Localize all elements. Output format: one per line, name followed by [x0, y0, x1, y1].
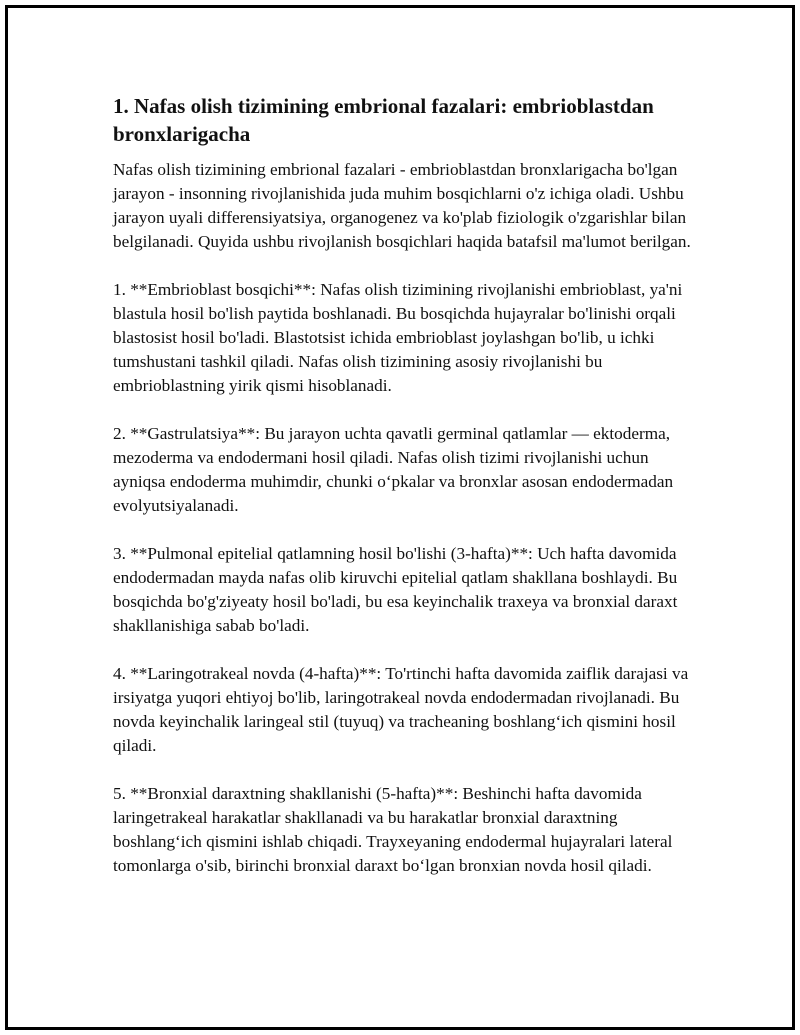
section-pulmonal-epitelial-paragraph: 3. **Pulmonal epitelial qatlamning hosil bo'lishi (3-hafta)**: Uch hafta davomida endodermadan mayda nafas olib kiruvchi epitelial qatlam shakllana boshlaydi. Bu bosqichda bo'g'ziyeaty hosil bo'ladi, bu esa keyinchalik traxeya va bronxial daraxt shakllanishiga sabab bo'ladi. — [113, 544, 678, 635]
document-title: 1. Nafas olish tizimining embrional fazalari: embrioblastdan bronxlarigacha — [113, 94, 654, 146]
section-bronxial-daraxt-paragraph: 5. **Bronxial daraxtning shakllanishi (5-hafta)**: Beshinchi hafta davomida laringetrakeal harakatlar shakllanadi va bu harakatlar bronxial daraxtning boshlang‘ich qismini ishlab chiqadi. Trayxeyaning endodermal hujayralari lateral tomonlarga o'sib, birinchi bronxial daraxt bo‘lgan bronxian novda hosil qiladi. — [113, 784, 673, 875]
document-body — [113, 92, 693, 902]
intro-paragraph: Nafas olish tizimining embrional fazalari - embrioblastdan bronxlarigacha bo'lgan jarayon - insonning rivojlanishida juda muhim bosqichlarni o'z ichiga oladi. Ushbu jarayon uyali differensiyatsiya, organogenez va ko'plab fiziologik o'zgarishlar bilan belgilanadi. Quyida ushbu rivojlanish bosqichlari haqida batafsil ma'lumot berilgan. — [113, 160, 691, 251]
section-embrioblast-paragraph: 1. **Embrioblast bosqichi**: Nafas olish tizimining rivojlanishi embrioblast, ya'ni blastula hosil bo'lish paytida boshlanadi. Bu bosqichda hujayralar bo'linishi orqali blastosist hosil bo'ladi. Blastotsist ichida embrioblast joylashgan bo'lib, u ichki tumshustani tashkil qiladi. Nafas olish tizimining asosiy rivojlanishi bu embrioblastning yirik qismi hisoblanadi. — [113, 280, 683, 395]
section-laringotrakeal-paragraph: 4. **Laringotrakeal novda (4-hafta)**: To'rtinchi hafta davomida zaiflik darajasi va irsiyatga yuqori ehtiyoj bo'lib, laringotrakeal novda endodermadan rivojlanadi. Bu novda keyinchalik laringeal stil (tuyuq) va tracheaning boshlang‘ich qismini hosil qiladi. — [113, 664, 689, 755]
section-gastrulatsiya-paragraph: 2. **Gastrulatsiya**: Bu jarayon uchta qavatli germinal qatlamlar — ektoderma, mezoderma va endodermani hosil qiladi. Nafas olish tizimi rivojlanishi uchun ayniqsa endoderma muhimdir, chunki o‘pkalar va bronxlar asosan endodermadan evolyutsiyalanadi. — [113, 424, 674, 515]
